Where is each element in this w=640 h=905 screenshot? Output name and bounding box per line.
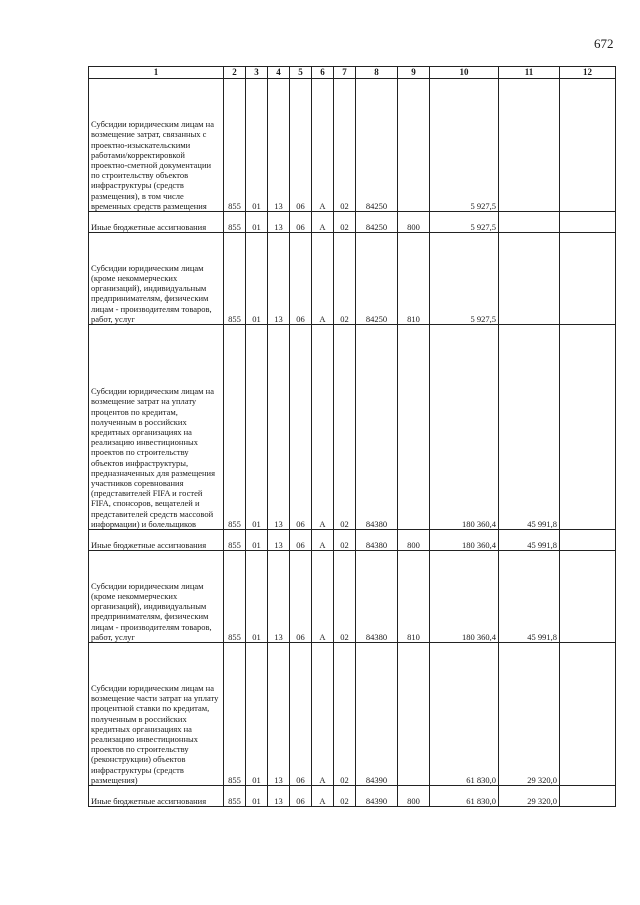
- cell-amount-3: [560, 786, 616, 807]
- cell-expense-type: [398, 325, 430, 530]
- cell-expense-type: [398, 643, 430, 786]
- cell-subsection: 13: [268, 530, 290, 551]
- cell-amount-1: 5 927,5: [430, 79, 499, 212]
- cell-direction: 84380: [356, 325, 398, 530]
- cell-subprogram: А: [312, 530, 334, 551]
- column-header: 12: [560, 67, 616, 79]
- column-header: 11: [499, 67, 560, 79]
- cell-program: 06: [290, 233, 312, 325]
- cell-section: 01: [246, 551, 268, 643]
- cell-section: 01: [246, 79, 268, 212]
- cell-program: 06: [290, 325, 312, 530]
- cell-activity: 02: [334, 551, 356, 643]
- column-header: 2: [224, 67, 246, 79]
- cell-section: 01: [246, 233, 268, 325]
- cell-subprogram: А: [312, 325, 334, 530]
- cell-subsection: 13: [268, 786, 290, 807]
- column-header: 10: [430, 67, 499, 79]
- cell-amount-2: 29 320,0: [499, 786, 560, 807]
- table-row: [89, 325, 616, 530]
- cell-expense-type: [398, 79, 430, 212]
- cell-activity: 02: [334, 325, 356, 530]
- cell-section: 01: [246, 212, 268, 233]
- cell-program: 06: [290, 551, 312, 643]
- cell-section: 01: [246, 643, 268, 786]
- column-header: 4: [268, 67, 290, 79]
- cell-amount-3: [560, 643, 616, 786]
- cell-subsection: 13: [268, 212, 290, 233]
- cell-activity: 02: [334, 643, 356, 786]
- cell-amount-3: [560, 325, 616, 530]
- cell-expense-type: 800: [398, 530, 430, 551]
- cell-expense-type: 800: [398, 786, 430, 807]
- cell-subsection: 13: [268, 325, 290, 530]
- cell-amount-1: 5 927,5: [430, 212, 499, 233]
- cell-amount-2: [499, 79, 560, 212]
- row-name: Субсидии юридическим лицам (кроме некоммерческих организаций), индивидуальным предпринимателям, физическим лицам - производителям товаров, работ, услуг: [89, 233, 224, 325]
- cell-direction: 84250: [356, 79, 398, 212]
- table-row: [89, 233, 616, 325]
- row-name: Иные бюджетные ассигнования: [89, 530, 224, 551]
- row-name: Субсидии юридическим лицам на возмещение затрат на уплату процентов по кредитам, полученным в российских кредитных организациях на реализацию инвестиционных проектов по строительству объектов инфраструктуры, предназначенных для размещения участников соревнования (представителей FIFA и гостей FIFA, спонсоров, вещателей и представителей средств массовой информации) и болельщиков: [89, 325, 224, 530]
- cell-ministry: 855: [224, 786, 246, 807]
- column-header: 9: [398, 67, 430, 79]
- table-row: [89, 212, 616, 233]
- cell-amount-2: 29 320,0: [499, 643, 560, 786]
- cell-amount-1: 180 360,4: [430, 530, 499, 551]
- cell-ministry: 855: [224, 79, 246, 212]
- cell-ministry: 855: [224, 325, 246, 530]
- cell-section: 01: [246, 530, 268, 551]
- cell-subsection: 13: [268, 643, 290, 786]
- table-row: [89, 551, 616, 643]
- row-name: Субсидии юридическим лицам (кроме некоммерческих организаций), индивидуальным предпринимателям, физическим лицам - производителям товаров, работ, услуг: [89, 551, 224, 643]
- cell-amount-2: [499, 233, 560, 325]
- cell-direction: 84380: [356, 530, 398, 551]
- cell-ministry: 855: [224, 212, 246, 233]
- cell-activity: 02: [334, 530, 356, 551]
- cell-direction: 84390: [356, 643, 398, 786]
- cell-ministry: 855: [224, 530, 246, 551]
- cell-amount-3: [560, 79, 616, 212]
- cell-amount-1: 5 927,5: [430, 233, 499, 325]
- cell-section: 01: [246, 786, 268, 807]
- cell-direction: 84390: [356, 786, 398, 807]
- cell-direction: 84380: [356, 551, 398, 643]
- cell-subprogram: А: [312, 212, 334, 233]
- cell-direction: 84250: [356, 233, 398, 325]
- row-name: Иные бюджетные ассигнования: [89, 212, 224, 233]
- cell-amount-1: 61 830,0: [430, 786, 499, 807]
- row-name: Иные бюджетные ассигнования: [89, 786, 224, 807]
- column-header: 8: [356, 67, 398, 79]
- column-header: 3: [246, 67, 268, 79]
- cell-subprogram: А: [312, 79, 334, 212]
- budget-table: [88, 66, 616, 807]
- cell-program: 06: [290, 530, 312, 551]
- cell-program: 06: [290, 212, 312, 233]
- cell-activity: 02: [334, 212, 356, 233]
- column-header: 7: [334, 67, 356, 79]
- cell-ministry: 855: [224, 233, 246, 325]
- cell-amount-3: [560, 551, 616, 643]
- cell-subsection: 13: [268, 233, 290, 325]
- cell-amount-3: [560, 530, 616, 551]
- cell-ministry: 855: [224, 551, 246, 643]
- cell-subprogram: А: [312, 643, 334, 786]
- cell-direction: 84250: [356, 212, 398, 233]
- cell-activity: 02: [334, 233, 356, 325]
- cell-expense-type: 810: [398, 233, 430, 325]
- table-row: [89, 79, 616, 212]
- cell-expense-type: 810: [398, 551, 430, 643]
- cell-expense-type: 800: [398, 212, 430, 233]
- table-row: [89, 530, 616, 551]
- row-name: Субсидии юридическим лицам на возмещение части затрат на уплату процентной ставки по кредитам, полученным в российских кредитных организациях на реализацию инвестиционных проектов по строительству (реконструкции) объектов инфраструктуры (средств размещения): [89, 643, 224, 786]
- column-header: 5: [290, 67, 312, 79]
- cell-program: 06: [290, 643, 312, 786]
- cell-subsection: 13: [268, 79, 290, 212]
- table-row: [89, 643, 616, 786]
- cell-section: 01: [246, 325, 268, 530]
- cell-subprogram: А: [312, 786, 334, 807]
- cell-amount-1: 61 830,0: [430, 643, 499, 786]
- page-number: 672: [594, 36, 614, 51]
- cell-activity: 02: [334, 786, 356, 807]
- column-header: 1: [89, 67, 224, 79]
- cell-amount-1: 180 360,4: [430, 551, 499, 643]
- cell-subprogram: А: [312, 233, 334, 325]
- cell-amount-2: 45 991,8: [499, 551, 560, 643]
- cell-amount-2: 45 991,8: [499, 325, 560, 530]
- table-header-row: [89, 67, 616, 79]
- table-row: [89, 786, 616, 807]
- cell-amount-1: 180 360,4: [430, 325, 499, 530]
- cell-subsection: 13: [268, 551, 290, 643]
- row-name: Субсидии юридическим лицам на возмещение затрат, связанных с проектно-изыскательскими работами/корректировкой проектно-сметной документации по строительству объектов инфраструктуры (средств размещения), в том числе временных средств размещения: [89, 79, 224, 212]
- cell-program: 06: [290, 79, 312, 212]
- cell-ministry: 855: [224, 643, 246, 786]
- cell-amount-3: [560, 233, 616, 325]
- cell-program: 06: [290, 786, 312, 807]
- cell-amount-2: [499, 212, 560, 233]
- cell-amount-2: 45 991,8: [499, 530, 560, 551]
- column-header: 6: [312, 67, 334, 79]
- cell-activity: 02: [334, 79, 356, 212]
- cell-amount-3: [560, 212, 616, 233]
- cell-subprogram: А: [312, 551, 334, 643]
